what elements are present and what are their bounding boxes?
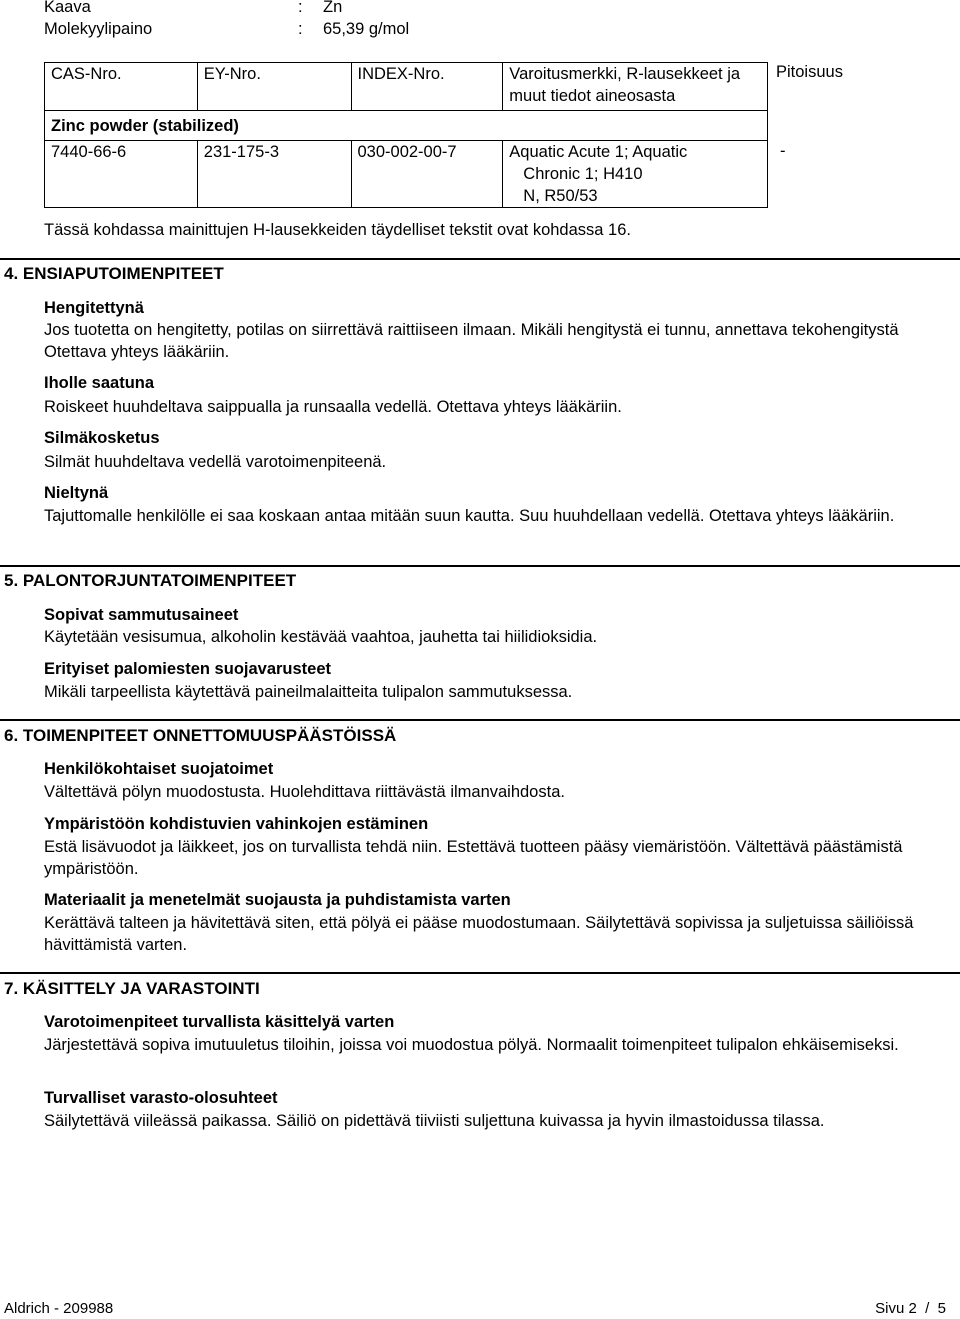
firefighter-equipment-text: Mikäli tarpeellista käytettävä paineilmalaitteita tulipalon sammutuksessa. <box>44 683 573 701</box>
section-7-divider <box>0 972 960 974</box>
formula-value: Zn <box>323 0 343 16</box>
inhalation-heading: Hengitettynä <box>44 299 144 317</box>
personal-precautions-text: Vältettävä pölyn muodostusta. Huolehdittava riittävästä ilmanvaihdosta. <box>44 783 565 801</box>
cell-cas: 7440-66-6 <box>45 141 198 208</box>
footer-page-number: Sivu 2 / 5 <box>875 1300 946 1317</box>
molecular-weight-value: 65,39 g/mol <box>323 20 410 38</box>
h-statement-note: Tässä kohdassa mainittujen H-lausekkeiden täydelliset tekstit ovat kohdassa 16. <box>44 221 631 239</box>
molecular-weight-separator: : <box>298 20 303 38</box>
skin-contact-text: Roiskeet huuhdeltava saippualla ja runsaalla vedellä. Otettava yhteys lääkäriin. <box>44 398 622 416</box>
formula-separator: : <box>298 0 303 16</box>
header-classification: Varoitusmerkki, R-lausekkeet ja muut tiedot aineosasta <box>503 63 768 111</box>
extinguishing-media-heading: Sopivat sammutusaineet <box>44 606 239 624</box>
classification-line-2: Chronic 1; H410 <box>523 165 643 183</box>
header-index: INDEX-Nro. <box>351 63 503 111</box>
personal-precautions-heading: Henkilökohtaiset suojatoimet <box>44 760 274 778</box>
section-4-divider <box>0 258 960 260</box>
section-7-title: 7. KÄSITTELY JA VARASTOINTI <box>4 979 260 998</box>
cleanup-methods-heading: Materiaalit ja menetelmät suojausta ja puhdistamista varten <box>44 891 511 909</box>
substance-name: Zinc powder (stabilized) <box>45 111 768 141</box>
storage-conditions-heading: Turvalliset varasto-olosuhteet <box>44 1089 278 1107</box>
cell-concentration: - <box>780 142 786 160</box>
ingestion-heading: Nieltynä <box>44 484 109 502</box>
formula-label: Kaava <box>44 0 91 16</box>
eye-contact-text: Silmät huuhdeltava vedellä varotoimenpiteenä. <box>44 453 387 471</box>
safe-handling-text: Järjestettävä sopiva imutuuletus tiloihin, joissa voi muodostua pölyä. Normaalit toimenpiteet tulipalon ehkäisemiseksi. <box>44 1036 899 1054</box>
storage-conditions-text: Säilytettävä viileässä paikassa. Säiliö on pidettävä tiiviisti suljettuna kuivassa ja hyvin ilmastoidussa tilassa. <box>44 1112 825 1130</box>
skin-contact-heading: Iholle saatuna <box>44 374 155 392</box>
molecular-weight-label: Molekyylipaino <box>44 20 153 38</box>
environmental-precautions-text: Estä lisävuodot ja läikkeet, jos on turvallista tehdä niin. Estettävä tuotteen pääsy viemäristöön. Vältettävä päästämistä ympäristöön. <box>44 838 903 878</box>
classification-line-1: Aquatic Acute 1; Aquatic <box>509 143 688 161</box>
ingestion-text: Tajuttomalle henkilölle ei saa koskaan antaa mitään suun kautta. Suu huuhdellaan vedellä. Otettava yhteys lääkäriin. <box>44 507 895 525</box>
firefighter-equipment-heading: Erityiset palomiesten suojavarusteet <box>44 660 332 678</box>
header-cas: CAS-Nro. <box>45 63 198 111</box>
eye-contact-heading: Silmäkosketus <box>44 429 160 447</box>
composition-table <box>44 62 768 208</box>
header-ec: EY-Nro. <box>197 63 351 111</box>
section-5-title: 5. PALONTORJUNTATOIMENPITEET <box>4 571 297 590</box>
substance-data-row <box>45 141 768 208</box>
footer-product-code: Aldrich - 209988 <box>4 1300 114 1317</box>
section-6-title: 6. TOIMENPITEET ONNETTOMUUSPÄÄSTÖISSÄ <box>4 726 397 745</box>
section-5-divider <box>0 565 960 567</box>
section-6-divider <box>0 719 960 721</box>
inhalation-text: Jos tuotetta on hengitetty, potilas on siirrettävä raittiiseen ilmaan. Mikäli hengitystä ei tunnu, annettava tekohengitystä Otettava yhteys lääkäriin. <box>44 321 899 361</box>
classification-line-3: N, R50/53 <box>523 187 598 205</box>
cell-ec: 231-175-3 <box>197 141 351 208</box>
section-4-title: 4. ENSIAPUTOIMENPITEET <box>4 264 224 283</box>
cell-index: 030-002-00-7 <box>351 141 503 208</box>
environmental-precautions-heading: Ympäristöön kohdistuvien vahinkojen estäminen <box>44 815 429 833</box>
cleanup-methods-text: Kerättävä talteen ja hävitettävä siten, että pölyä ei pääse muodostumaan. Säilytettävä sopivissa ja suljetuissa säiliöissä hävittämistä varten. <box>44 914 914 954</box>
cell-classification <box>503 141 768 208</box>
composition-header-row <box>45 63 768 111</box>
header-concentration: Pitoisuus <box>776 63 843 81</box>
substance-name-row <box>45 111 768 141</box>
safe-handling-heading: Varotoimenpiteet turvallista käsittelyä varten <box>44 1013 395 1031</box>
extinguishing-media-text: Käytetään vesisumua, alkoholin kestävää vaahtoa, jauhetta tai hiilidioksidia. <box>44 628 598 646</box>
